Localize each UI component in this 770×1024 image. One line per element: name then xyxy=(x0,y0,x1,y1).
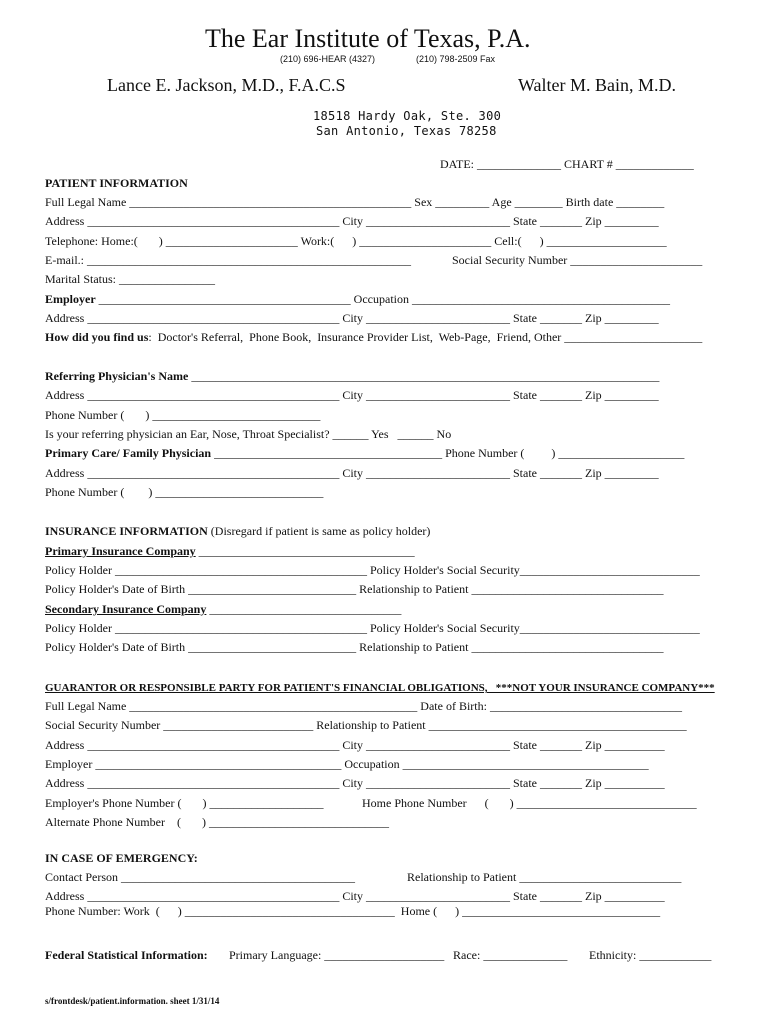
secondary-policy-holder-row[interactable]: Policy Holder __________________________________________ Policy Holder's Social Security______________________________ xyxy=(45,621,700,635)
referring-phone-row[interactable]: Phone Number ( ) ____________________________ xyxy=(45,408,321,422)
office-address-line1: 18518 Hardy Oak, Ste. 300 xyxy=(313,109,502,123)
employer-label: Employer xyxy=(45,292,96,306)
secondary-policy-dob-row[interactable]: Policy Holder's Date of Birth ____________________________ Relationship to Patient ________________________________ xyxy=(45,640,664,654)
primary-care-fields[interactable]: ______________________________________ Phone Number ( ) _____________________ xyxy=(211,446,685,460)
primary-care-row[interactable] xyxy=(45,446,684,460)
patient-info-heading: PATIENT INFORMATION xyxy=(45,176,188,190)
primary-policy-dob-row[interactable]: Policy Holder's Date of Birth ____________________________ Relationship to Patient ________________________________ xyxy=(45,582,664,596)
doctor-right: Walter M. Bain, M.D. xyxy=(518,75,677,95)
how-found-options[interactable]: : Doctor's Referral, Phone Book, Insurance Provider List, Web-Page, Friend, Other _______________________ xyxy=(148,330,703,344)
office-phone: (210) 696-HEAR (4327) xyxy=(280,54,376,64)
guarantor-employer-row[interactable]: Employer _________________________________________ Occupation _________________________________________ xyxy=(45,757,649,771)
patient-telephone-row[interactable]: Telephone: Home:( ) ______________________ Work:( ) ______________________ Cell:( ) ____________________ xyxy=(45,234,667,248)
emergency-contact-field[interactable]: Contact Person _______________________________________ xyxy=(45,870,355,884)
patient-name-row[interactable]: Full Legal Name _______________________________________________ Sex _________ Age ________ Birth date ________ xyxy=(45,195,665,209)
guarantor-heading: GUARANTOR OR RESPONSIBLE PARTY FOR PATIENT'S FINANCIAL OBLIGATIONS, ***NOT YOUR INSURANCE COMPANY*** xyxy=(45,682,715,694)
referring-physician-label: Referring Physician's Name xyxy=(45,369,189,383)
referring-physician-field[interactable]: ______________________________________________________________________________ xyxy=(188,369,660,383)
insurance-heading-row xyxy=(45,524,430,538)
patient-address-row[interactable]: Address __________________________________________ City ________________________ State _______ Zip _________ xyxy=(45,214,659,228)
federal-stats-label: Federal Statistical Information: xyxy=(45,948,208,962)
footer-file-path: s/frontdesk/patient.information. sheet 1/31/14 xyxy=(45,996,220,1006)
primary-language-field[interactable]: Primary Language: ____________________ xyxy=(229,948,445,962)
ent-specialist-question[interactable]: Is your referring physician an Ear, Nose, Throat Specialist? ______ Yes ______ No xyxy=(45,427,452,441)
form-title: The Ear Institute of Texas, P.A. xyxy=(205,24,531,53)
referring-physician-row[interactable] xyxy=(45,369,659,383)
primary-insurance-field[interactable]: ____________________________________ xyxy=(195,544,415,558)
employer-address-row[interactable]: Address __________________________________________ City ________________________ State _______ Zip _________ xyxy=(45,311,659,325)
office-fax: (210) 798-2509 Fax xyxy=(416,54,496,64)
how-found-row[interactable] xyxy=(45,330,702,344)
guarantor-ssn-row[interactable]: Social Security Number _________________________ Relationship to Patient ___________________________________________ xyxy=(45,718,687,732)
emergency-phone-row[interactable]: Phone Number: Work ( ) ___________________________________ Home ( ) _________________________________ xyxy=(45,904,661,918)
patient-ssn-field[interactable]: Social Security Number ______________________ xyxy=(452,253,703,267)
insurance-heading: INSURANCE INFORMATION xyxy=(45,524,208,538)
employer-occupation-fields[interactable]: __________________________________________ Occupation ___________________________________________ xyxy=(95,292,670,306)
referring-address-row[interactable]: Address __________________________________________ City ________________________ State _______ Zip _________ xyxy=(45,388,659,402)
insurance-heading-note: (Disregard if patient is same as policy holder) xyxy=(207,524,431,538)
date-chart-field[interactable]: DATE: ______________ CHART # _____________ xyxy=(440,157,694,171)
guarantor-home-phone-field[interactable]: Home Phone Number ( ) ______________________________ xyxy=(362,796,697,810)
emergency-relationship-field[interactable]: Relationship to Patient ___________________________ xyxy=(407,870,682,884)
primary-care-phone-row[interactable]: Phone Number ( ) ____________________________ xyxy=(45,485,324,499)
primary-care-address-row[interactable]: Address __________________________________________ City ________________________ State _______ Zip _________ xyxy=(45,466,659,480)
guarantor-alternate-phone-field[interactable]: Alternate Phone Number ( ) ______________________________ xyxy=(45,815,389,829)
ethnicity-field[interactable]: Ethnicity: ____________ xyxy=(589,948,712,962)
secondary-insurance-row[interactable] xyxy=(45,602,401,616)
guarantor-name-row[interactable]: Full Legal Name ________________________________________________ Date of Birth: ________________________________ xyxy=(45,699,682,713)
primary-insurance-row[interactable] xyxy=(45,544,415,558)
emergency-address-row[interactable]: Address __________________________________________ City ________________________ State _______ Zip __________ xyxy=(45,889,665,903)
guarantor-employer-address-row[interactable]: Address __________________________________________ City ________________________ State _______ Zip __________ xyxy=(45,776,665,790)
employer-row[interactable] xyxy=(45,292,670,306)
patient-email-field[interactable]: E-mail.: ______________________________________________________ xyxy=(45,253,411,267)
primary-insurance-label: Primary Insurance Company xyxy=(45,544,196,558)
guarantor-employer-phone-field[interactable]: Employer's Phone Number ( ) ___________________ xyxy=(45,796,324,810)
marital-status-field[interactable]: Marital Status: ________________ xyxy=(45,272,215,286)
secondary-insurance-field[interactable]: ________________________________ xyxy=(206,602,402,616)
guarantor-address-row[interactable]: Address __________________________________________ City ________________________ State _______ Zip __________ xyxy=(45,738,665,752)
secondary-insurance-label: Secondary Insurance Company xyxy=(45,602,207,616)
doctor-left: Lance E. Jackson, M.D., F.A.C.S xyxy=(107,75,346,95)
primary-policy-holder-row[interactable]: Policy Holder __________________________________________ Policy Holder's Social Security______________________________ xyxy=(45,563,700,577)
how-found-label: How did you find us xyxy=(45,330,149,344)
emergency-heading: IN CASE OF EMERGENCY: xyxy=(45,851,198,865)
race-field[interactable]: Race: ______________ xyxy=(453,948,568,962)
primary-care-label: Primary Care/ Family Physician xyxy=(45,446,212,460)
office-address-line2: San Antonio, Texas 78258 xyxy=(316,124,497,138)
